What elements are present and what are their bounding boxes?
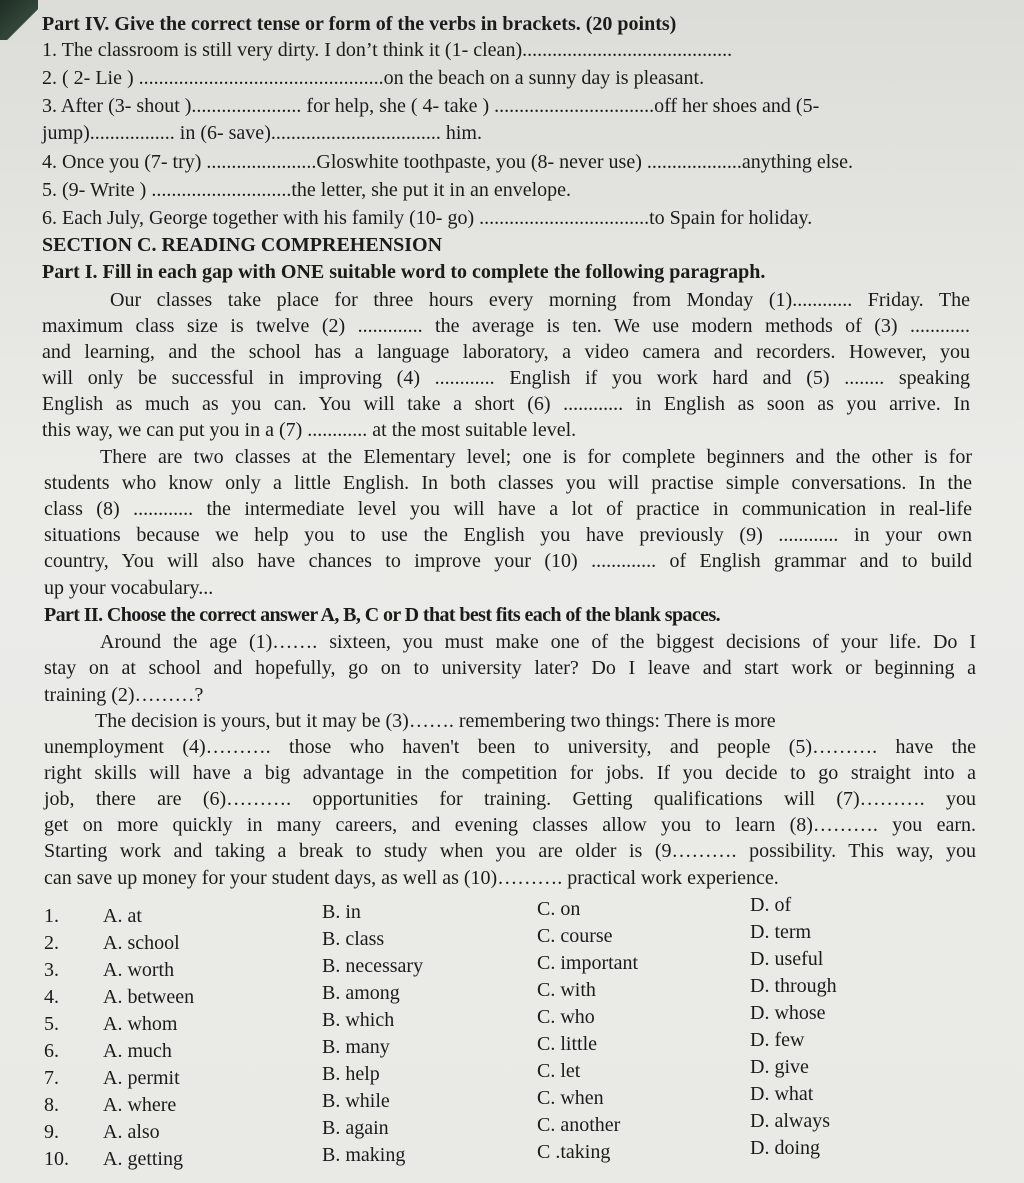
- p4-line-7: can save up money for your student days, as well as (10)………. practical work experience.: [44, 867, 779, 889]
- p1-line-3: and learning, and the school has a language laboratory, a video camera and recorders. However, you: [42, 341, 970, 363]
- p2-line-5: country, You will also have chances to improve your (10) ............. of English grammar and to build: [44, 550, 972, 572]
- option-c: C. when: [537, 1087, 604, 1109]
- option-b: B. making: [322, 1144, 406, 1166]
- p1-line-6: this way, we can put you in a (7) ............ at the most suitable level.: [42, 419, 577, 441]
- option-b: B. class: [322, 928, 385, 950]
- section-c-title: SECTION C. READING COMPREHENSION: [42, 234, 443, 256]
- p3-line-3: training (2)………?: [44, 684, 204, 706]
- option-b: B. necessary: [322, 955, 424, 977]
- option-d: D. doing: [750, 1137, 820, 1159]
- part2-heading: Part II. Choose the correct answer A, B, C or D that best fits each of the blank spaces.: [44, 604, 721, 626]
- option-number: 2.: [44, 932, 59, 954]
- option-d: D. whose: [750, 1002, 826, 1024]
- p4-line-4: job, there are (6)………. opportunities for training. Getting qualifications will (7)………. you: [44, 788, 976, 810]
- option-number: 6.: [44, 1040, 59, 1062]
- p4-line-3: right skills will have a big advantage in the competition for jobs. If you decide to go straight into a: [44, 762, 976, 784]
- option-c: C. important: [537, 952, 639, 974]
- option-b: B. among: [322, 982, 400, 1004]
- option-c: C. let: [537, 1060, 581, 1082]
- part4-line-7: 6. Each July, George together with his family (10- go) ..................................to Spain for holiday.: [42, 207, 813, 229]
- option-a: A. at: [103, 905, 142, 927]
- p3-line-1: Around the age (1)……. sixteen, you must make one of the biggest decisions of your life. Do I: [100, 631, 976, 653]
- p1-line-5: English as much as you can. You will take a short (6) ............ in English as soon as you arrive. In: [42, 393, 970, 415]
- option-d: D. through: [750, 975, 837, 997]
- option-number: 3.: [44, 959, 59, 981]
- option-number: 9.: [44, 1121, 59, 1143]
- part4-line-3: 3. After (3- shout )...................... for help, she ( 4- take ) ................................off her shoes and (5-: [42, 95, 820, 117]
- part4-heading: Part IV. Give the correct tense or form of the verbs in brackets. (20 points): [42, 13, 677, 35]
- option-number: 8.: [44, 1094, 59, 1116]
- p3-line-2: stay on at school and hopefully, go on to university later? Do I leave and start work or beginning a: [44, 657, 976, 679]
- option-c: C. who: [537, 1006, 595, 1028]
- p1-line-1: Our classes take place for three hours every morning from Monday (1)............ Friday. The: [110, 289, 970, 311]
- option-d: D. what: [750, 1083, 814, 1105]
- p4-line-2: unemployment (4)………. those who haven't been to university, and people (5)………. have the: [44, 736, 976, 758]
- p4-line-1: The decision is yours, but it may be (3)……. remembering two things: There is more: [95, 710, 776, 732]
- part4-line-4: jump)................. in (6- save).................................. him.: [42, 122, 482, 144]
- option-a: A. between: [103, 986, 195, 1008]
- option-number: 5.: [44, 1013, 59, 1035]
- option-d: D. useful: [750, 948, 824, 970]
- p1-line-2: maximum class size is twelve (2) ............. the average is ten. We use modern methods of (3) ............: [42, 315, 970, 337]
- option-d: D. give: [750, 1056, 809, 1078]
- option-c: C. with: [537, 979, 596, 1001]
- p2-line-4: situations because we help you to use the English you have previously (9) ............ in your own: [44, 524, 972, 546]
- option-b: B. while: [322, 1090, 390, 1112]
- option-a: A. permit: [103, 1067, 180, 1089]
- part4-line-1: 1. The classroom is still very dirty. I don’t think it (1- clean)..........................................: [42, 39, 733, 61]
- option-c: C. on: [537, 898, 581, 920]
- part4-line-6: 5. (9- Write ) ............................the letter, she put it in an envelope.: [42, 179, 572, 201]
- p2-line-6: up your vocabulary...: [44, 577, 214, 599]
- option-d: D. term: [750, 921, 812, 943]
- part4-line-5: 4. Once you (7- try) ......................Gloswhite toothpaste, you (8- never use) ...................anything else.: [42, 151, 853, 173]
- option-a: A. much: [103, 1040, 172, 1062]
- background-corner: [0, 0, 38, 40]
- option-c: C .taking: [537, 1141, 611, 1163]
- part4-line-2: 2. ( 2- Lie ) .................................................on the beach on a sunny day is pleasant.: [42, 67, 705, 89]
- option-a: A. also: [103, 1121, 160, 1143]
- option-d: D. always: [750, 1110, 830, 1132]
- option-b: B. many: [322, 1036, 390, 1058]
- option-number: 4.: [44, 986, 59, 1008]
- option-a: A. whom: [103, 1013, 178, 1035]
- option-a: A. school: [103, 932, 180, 954]
- option-number: 10.: [44, 1148, 69, 1170]
- p4-line-5: get on more quickly in many careers, and evening classes allow you to learn (8)………. you earn.: [44, 814, 976, 836]
- p2-line-2: students who know only a little English. In both classes you will practise simple conversations. In the: [44, 472, 972, 494]
- option-d: D. of: [750, 894, 792, 916]
- option-a: A. worth: [103, 959, 175, 981]
- option-number: 7.: [44, 1067, 59, 1089]
- p1-line-4: will only be successful in improving (4) ............ English if you work hard and (5) ........ speaking: [42, 367, 970, 389]
- option-b: B. help: [322, 1063, 380, 1085]
- p2-line-1: There are two classes at the Elementary level; one is for complete beginners and the other is for: [100, 446, 972, 468]
- option-b: B. again: [322, 1117, 389, 1139]
- option-d: D. few: [750, 1029, 805, 1051]
- option-a: A. where: [103, 1094, 177, 1116]
- part1-heading: Part I. Fill in each gap with ONE suitable word to complete the following paragraph.: [42, 261, 766, 283]
- option-b: B. which: [322, 1009, 395, 1031]
- option-c: C. little: [537, 1033, 597, 1055]
- option-a: A. getting: [103, 1148, 183, 1170]
- option-number: 1.: [44, 905, 59, 927]
- p4-line-6: Starting work and taking a break to study when you are older is (9………. possibility. This way, you: [44, 840, 976, 862]
- option-b: B. in: [322, 901, 361, 923]
- option-c: C. course: [537, 925, 613, 947]
- option-c: C. another: [537, 1114, 621, 1136]
- p2-line-3: class (8) ............ the intermediate level you will have a lot of practice in communication in real-life: [44, 498, 972, 520]
